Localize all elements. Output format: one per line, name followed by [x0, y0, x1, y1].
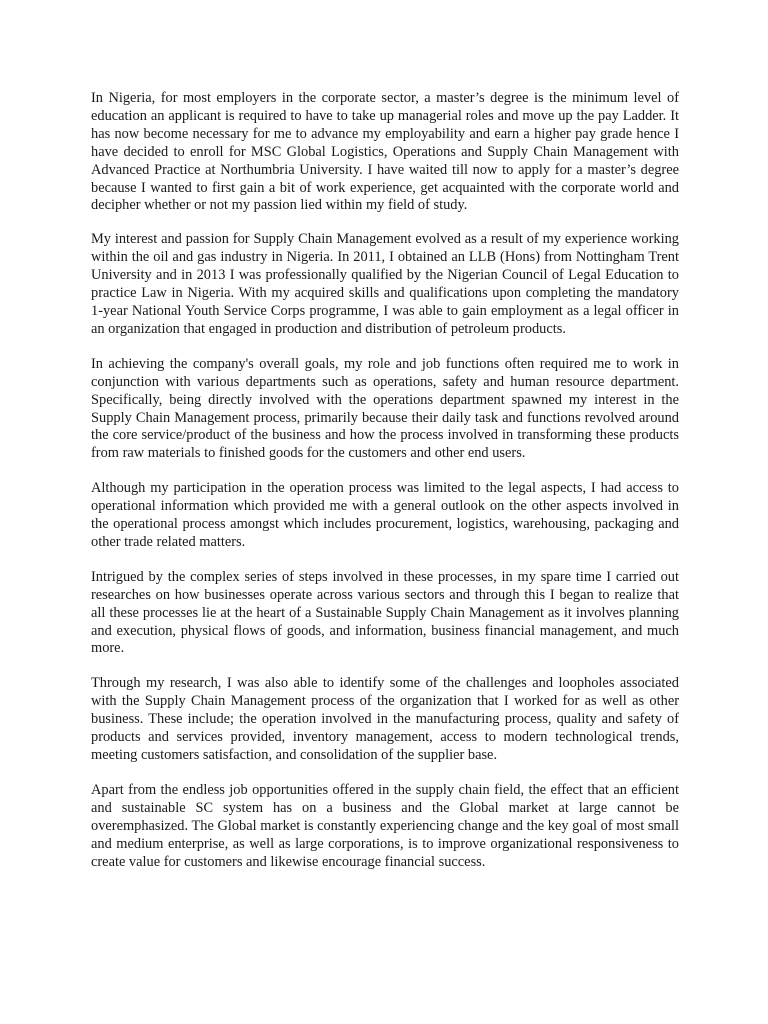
paragraph-interest: My interest and passion for Supply Chain Management evolved as a result of my experience working within the oil and gas industry in Nigeria. In 2011, I obtained an LLB (Hons) from Nottingham Trent University and in 2013 I was professionally qualified by the Nigerian Council of Legal Education to practice Law in Nigeria. With my acquired skills and qualifications upon completing the mandatory 1-year National Youth Service Corps programme, I was able to gain employment as a legal officer in an organization that engaged in production and distribution of petroleum products. [91, 231, 679, 337]
paragraph-participation: Although my participation in the operation process was limited to the legal aspects, I had access to operational information which provided me with a general outlook on the other aspects involved in the operational process amongst which includes procurement, logistics, warehousing, packaging and other trade related matters. [91, 480, 679, 550]
paragraph-company-goals: In achieving the company's overall goals, my role and job functions often required me to work in conjunction with various departments such as operations, safety and human resource department. Specifically, being directly involved with the operations department spawned my interest in the Supply Chain Management process, primarily because their daily task and functions revolved around the core service/product of the business and how the process involved in transforming these products from raw materials to finished goods for the customers and other end users. [91, 355, 679, 462]
paragraph-intro: In Nigeria, for most employers in the corporate sector, a master’s degree is the minimum level of education an applicant is required to have to take up managerial roles and move up the pay Ladder. It has now become necessary for me to advance my employability and earn a higher pay grade hence I have decided to enroll for MSC Global Logistics, Operations and Supply Chain Management with Advanced Practice at Northumbria University. I have waited till now to apply for a master’s degree because I wanted to first gain a bit of work experience, get acquainted with the corporate world and decipher whether or not my passion lied within my field of study. [91, 90, 679, 214]
paragraph-opportunities: Apart from the endless job opportunities offered in the supply chain field, the effect that an efficient and sustainable SC system has on a business and the Global market at large cannot be overemphasized. The Global market is constantly experiencing change and the key goal of most small and medium enterprise, as well as large corporations, is to improve organizational responsiveness to create value for customers and likewise encourage financial success. [91, 781, 679, 870]
document-page [91, 90, 679, 888]
paragraph-challenges: Through my research, I was also able to identify some of the challenges and loopholes associated with the Supply Chain Management process of the organization that I worked for as well as other business. These include; the operation involved in the manufacturing process, quality and safety of products and services provided, inventory management, access to modern technological trends, meeting customers satisfaction, and consolidation of the supplier base. [91, 675, 679, 763]
paragraph-research: Intrigued by the complex series of steps involved in these processes, in my spare time I carried out researches on how businesses operate across various sectors and through this I began to realize that all these processes lie at the heart of a Sustainable Supply Chain Management as it involves planning and execution, physical flows of goods, and information, business financial management, and much more. [91, 568, 679, 657]
